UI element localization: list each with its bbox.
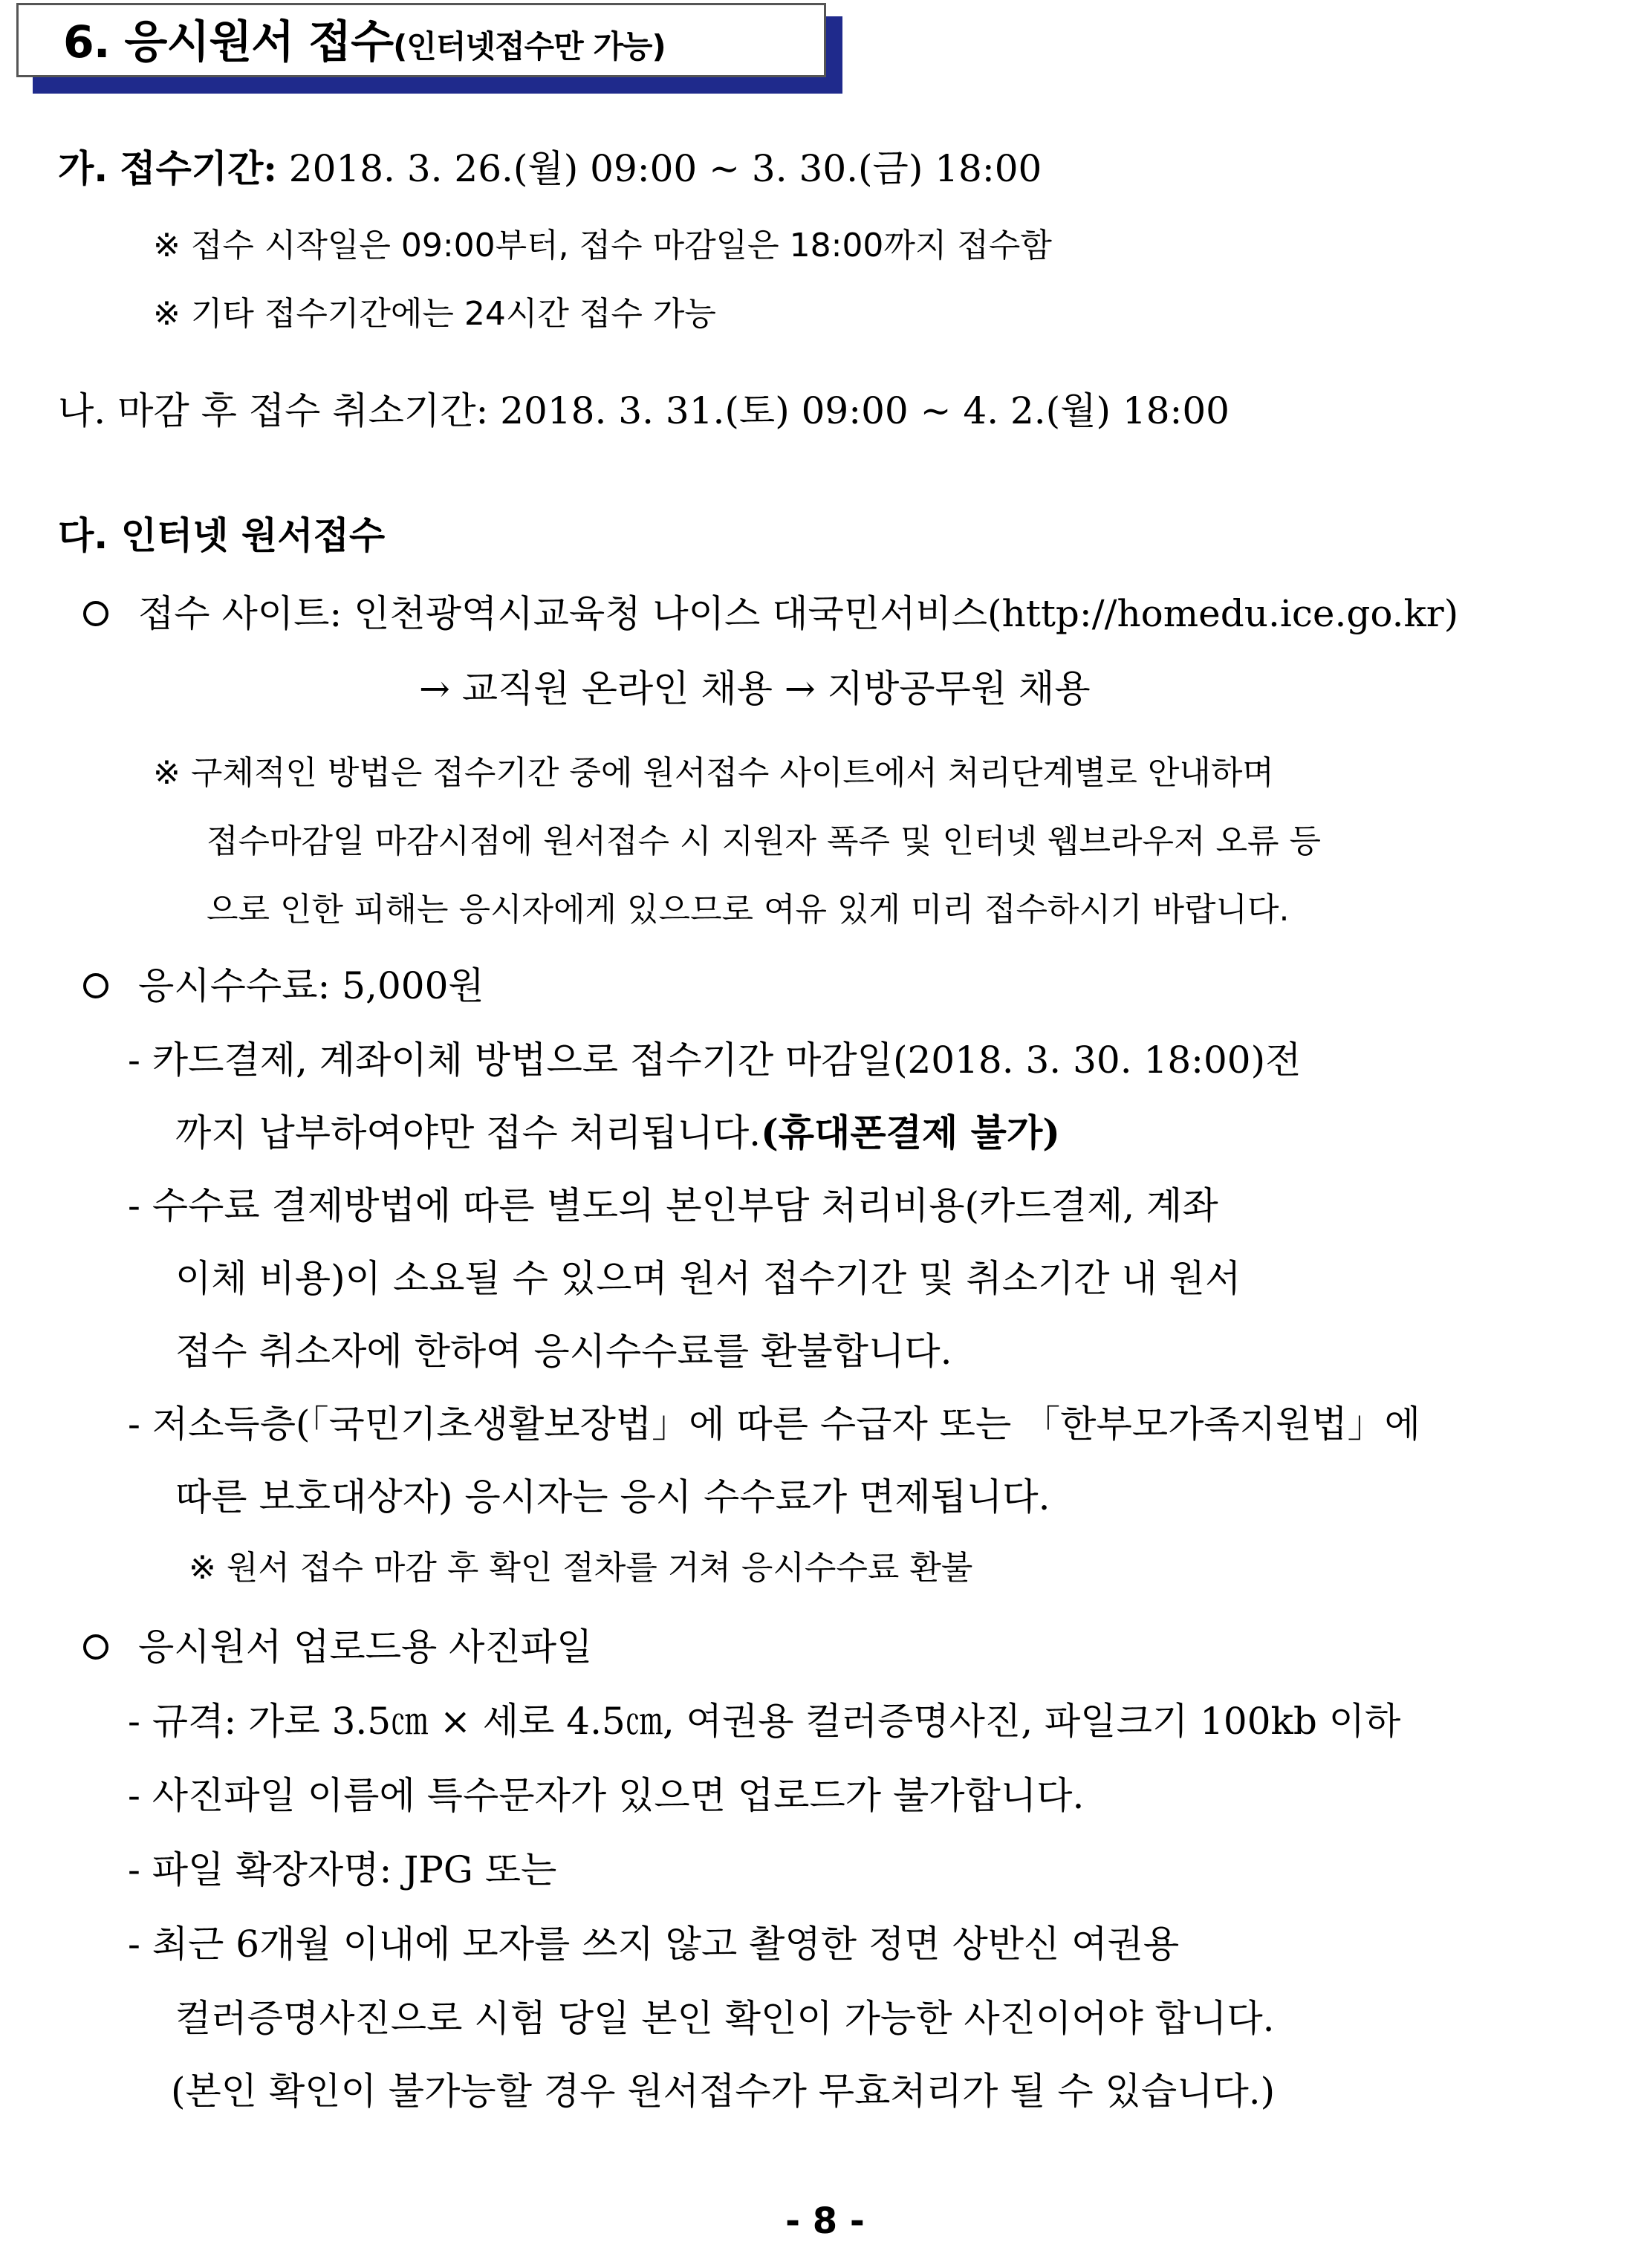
reception-period-value: 2018. 3. 26.(월) 09:00 ~ 3. 30.(금) 18:00	[288, 147, 1042, 190]
fee-item-1: - 카드결제, 계좌이체 방법으로 접수기간 마감일(2018. 3. 30. 18:00)전	[128, 1039, 1302, 1082]
fee-item-3-cont: 따른 보호대상자) 응시자는 응시 수수료가 면제됩니다.	[175, 1475, 1050, 1518]
photo-item-4-cont-1: 컬러증명사진으로 시험 당일 본인 확인이 가능한 사진이어야 합니다.	[175, 1997, 1275, 2040]
photo-line	[83, 1624, 592, 1670]
site-note-2: 접수마감일 마감시점에 원서접수 시 지원자 폭주 및 인터넷 웹브라우저 오류 등	[207, 822, 1321, 860]
cancel-period-line	[58, 388, 1230, 434]
site-note-3: 으로 인한 피해는 응시자에게 있으므로 여유 있게 미리 접수하시기 바랍니다.	[207, 891, 1290, 929]
photo-item-2: - 사진파일 이름에 특수문자가 있으면 업로드가 불가합니다.	[128, 1774, 1085, 1817]
reception-period-title: 접수기간:	[120, 146, 277, 190]
site-label: 접수 사이트: 인천광역시교육청 나이스 대국민서비스(http://homedu.ice.go.kr)	[138, 592, 1459, 635]
reception-note-2: ※ 기타 접수기간에는 24시간 접수 가능	[153, 295, 716, 333]
internet-application-heading: 다. 인터넷 원서접수	[58, 514, 386, 557]
reception-period-line	[58, 146, 1042, 192]
header-subtitle-text: (인터넷접수만 가능)	[393, 28, 666, 65]
bullet-circle-icon	[83, 601, 108, 626]
cancel-period-title: 마감 후 접수 취소기간:	[117, 389, 489, 432]
section-header-box	[16, 3, 826, 77]
fee-item-1-cont	[175, 1110, 1060, 1156]
photo-label: 응시원서 업로드용 사진파일	[138, 1625, 593, 1668]
header-title-text: 6. 응시원서 접수	[63, 16, 394, 68]
photo-item-4-cont-2: (본인 확인이 불가능할 경우 원서접수가 무효처리가 될 수 있습니다.)	[171, 2070, 1276, 2113]
fee-item-3: - 저소득층(「국민기초생활보장법」에 따른 수급자 또는 「한부모가족지원법」에	[128, 1403, 1420, 1446]
photo-item-4: - 최근 6개월 이내에 모자를 쓰지 않고 촬영한 정면 상반신 여권용	[128, 1923, 1180, 1966]
site-line	[83, 591, 1458, 637]
bullet-circle-icon	[83, 1634, 108, 1660]
photo-item-3: - 파일 확장자명: JPG 또는	[128, 1848, 557, 1891]
cancel-period-value: 2018. 3. 31.(토) 09:00 ~ 4. 2.(월) 18:00	[500, 389, 1230, 432]
photo-item-1: - 규격: 가로 3.5㎝ × 세로 4.5㎝, 여권용 컬러증명사진, 파일크기 100kb 이하	[128, 1700, 1401, 1743]
fee-item-1-cont-text: 까지 납부하여야만 접수 처리됩니다.	[175, 1111, 761, 1154]
fee-item-1-emphasis: (휴대폰결제 불가)	[761, 1111, 1060, 1154]
reception-note-1: ※ 접수 시작일은 09:00부터, 접수 마감일은 18:00까지 접수함	[153, 227, 1052, 264]
fee-label: 응시수수료: 5,000원	[138, 964, 484, 1007]
fee-note: ※ 원서 접수 마감 후 확인 절차를 거쳐 응시수수료 환불	[189, 1549, 973, 1587]
reception-period-label: 가.	[58, 147, 108, 190]
bullet-circle-icon	[83, 973, 108, 998]
fee-item-2: - 수수료 결제방법에 따른 별도의 본인부담 처리비용(카드결제, 계좌	[128, 1184, 1218, 1227]
fee-item-2-cont-1: 이체 비용)이 소요될 수 있으며 원서 접수기간 및 취소기간 내 원서	[175, 1257, 1241, 1300]
site-note-1: ※ 구체적인 방법은 접수기간 중에 원서접수 사이트에서 처리단계별로 안내하며	[153, 754, 1274, 792]
fee-item-2-cont-2: 접수 취소자에 한하여 응시수수료를 환불합니다.	[175, 1330, 952, 1373]
page-number: - 8 -	[785, 2200, 865, 2242]
section-header-title	[63, 16, 666, 74]
cancel-period-label: 나.	[58, 389, 106, 432]
site-path: → 교직원 온라인 채용 → 지방공무원 채용	[419, 667, 1091, 710]
fee-line	[83, 963, 484, 1009]
